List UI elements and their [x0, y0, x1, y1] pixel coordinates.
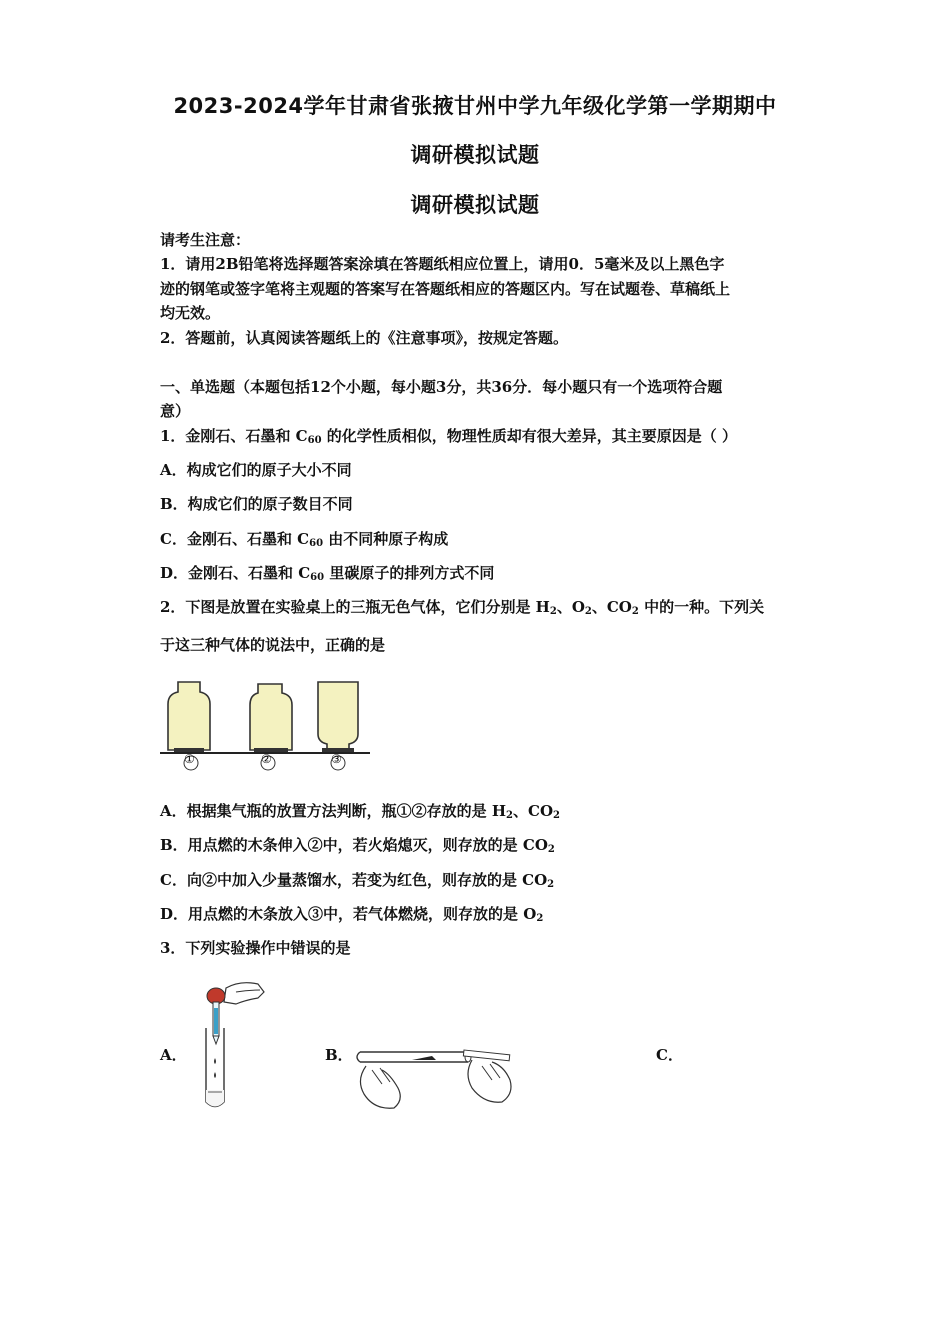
notice-heading: 请考生注意：: [160, 231, 251, 249]
q3-option-c-label: C．: [656, 1046, 683, 1064]
q3-stem: 3．下列实验操作中错误的是: [160, 939, 351, 957]
section-heading-1: 一、单选题（本题包括12个小题，每小题3分，共36分．每小题只有一个选项符合题: [160, 378, 723, 396]
bottle-label-1: ①: [184, 752, 195, 766]
heating-test-tube-figure: [352, 1030, 518, 1112]
title-line-1: 2023-2024学年甘肃省张掖甘州中学九年级化学第一学期期中: [173, 94, 777, 118]
q2-option-d: D．用点燃的木条放入③中，若气体燃烧，则存放的是 $O_2$: [160, 905, 544, 924]
title-line-2: 调研模拟试题: [410, 143, 540, 167]
q1-option-a: A．构成它们的原子大小不同: [160, 461, 352, 479]
q2-option-b: B．用点燃的木条伸入②中，若火焰熄灭，则存放的是 $CO_2$: [160, 836, 555, 855]
q3-option-b-label: B．: [325, 1046, 353, 1064]
q1-stem: 1．金刚石、石墨和 $C_{60}$ 的化学性质相似，物理性质却有很大差异，其主要原因是（ ）: [160, 427, 737, 446]
q2-option-a: A．根据集气瓶的放置方法判断，瓶①②存放的是 $H_2$、$CO_2$: [160, 802, 560, 821]
q2-stem-2: 于这三种气体的说法中，正确的是: [160, 636, 386, 654]
notice-item-1b: 迹的钢笔或签字笔将主观题的答案写在答题纸相应的答题区内。写在试题卷、草稿纸上: [160, 280, 731, 298]
dropper-test-tube-figure: [196, 978, 268, 1112]
title-line-3: 调研模拟试题: [410, 193, 540, 217]
bottle-3: [318, 682, 358, 752]
bottle-label-3: ③: [331, 752, 342, 766]
q1-option-b: B．构成它们的原子数目不同: [160, 495, 353, 513]
q1-option-c: C．金刚石、石墨和 $C_{60}$ 由不同种原子构成: [160, 530, 449, 549]
q2-option-c: C．向②中加入少量蒸馏水，若变为红色，则存放的是 $CO_2$: [160, 871, 555, 890]
q1-option-d: D．金刚石、石墨和 $C_{60}$ 里碳原子的排列方式不同: [160, 564, 495, 583]
bottle-2: [250, 684, 292, 752]
bottle-1: [168, 682, 210, 752]
notice-item-1a: 1．请用2B铅笔将选择题答案涂填在答题纸相应位置上，请用0．5毫米及以上黑色字: [160, 255, 725, 273]
q2-stem-1: 2．下图是放置在实验桌上的三瓶无色气体，它们分别是 $H_2$、$O_2$、$CO_2$ 中的一种。下列关: [160, 598, 765, 617]
notice-item-1c: 均无效。: [160, 304, 221, 322]
section-heading-2: 意）: [160, 402, 191, 420]
bottle-label-2: ②: [261, 752, 272, 766]
notice-item-2: 2．答题前，认真阅读答题纸上的《注意事项》，按规定答题。: [160, 329, 568, 347]
q3-option-a-label: A．: [160, 1046, 187, 1064]
